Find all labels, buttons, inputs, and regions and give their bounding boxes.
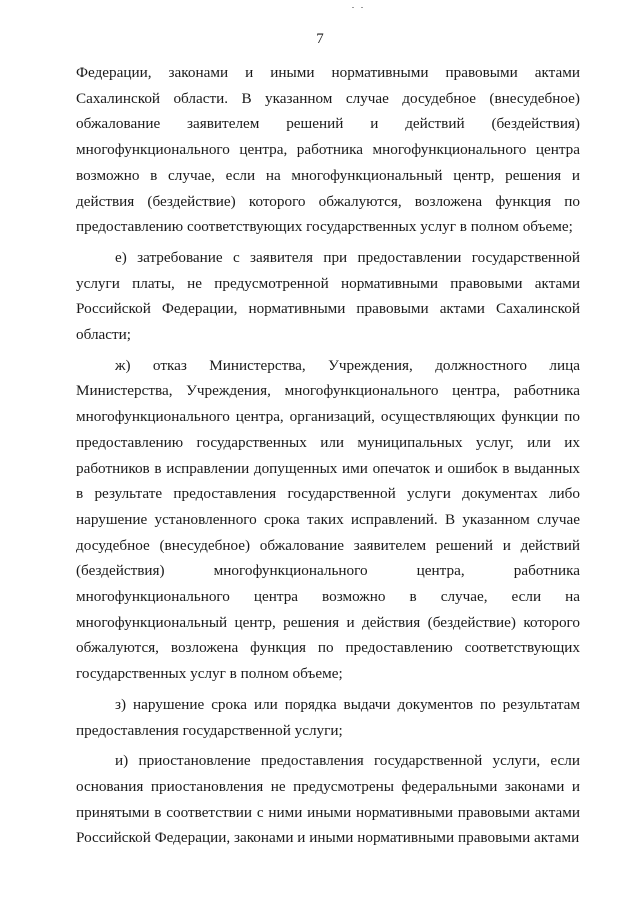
paragraph-item-e: е) затребование с заявителя при предоставлении государственной услуги платы, не предусмотренной нормативными правовыми актами Российской Федерации, нормативными правовыми актами Сахалинской области; <box>76 248 580 344</box>
paragraph-item-z: з) нарушение срока или порядка выдачи документов по результатам предоставления государственной услуги; <box>76 695 580 739</box>
document-body <box>76 60 580 851</box>
page-number: 7 <box>316 31 324 47</box>
scan-speck <box>352 7 354 8</box>
paragraph-item-i: и) приостановление предоставления государственной услуги, если основания приостановления не предусмотрены федеральными законами и принятыми в соответствии с ними иными нормативными правовыми актами Российской Федерации, законами и иными нормативными правовыми актами <box>76 752 580 847</box>
scan-speck <box>361 7 363 8</box>
paragraph-item-zh: ж) отказ Министерства, Учреждения, должностного лица Министерства, Учреждения, многофункционального центра, работника многофункционального центра, организаций, осуществляющих функции по предоставлению государственных или муниципальных услуг, или их работников в исправлении допущенных ими опечаток и ошибок в выданных в результате предоставления государственной услуги документах либо нарушение установленного срока таких исправлений. В указанном случае досудебное (внесудебное) обжалование заявителем решений и действий (бездействия) многофункционального центра, работника многофункционального центра возможно в случае, если на многофункциональный центр, решения и действия (бездействие) которого обжалуются, возложена функция по предоставлению соответствующих государственных услуг в полном объеме; <box>76 356 580 683</box>
paragraph-continuation: Федерации, законами и иными нормативными правовыми актами Сахалинской области. В указанном случае досудебное (внесудебное) обжалование заявителем решений и действий (бездействия) многофункционального центра, работника многофункционального центра возможно в случае, если на многофункциональный центр, решения и действия (бездействие) которого обжалуются, возложена функция по предоставлению соответствующих государственных услуг в полном объеме; <box>76 64 580 236</box>
